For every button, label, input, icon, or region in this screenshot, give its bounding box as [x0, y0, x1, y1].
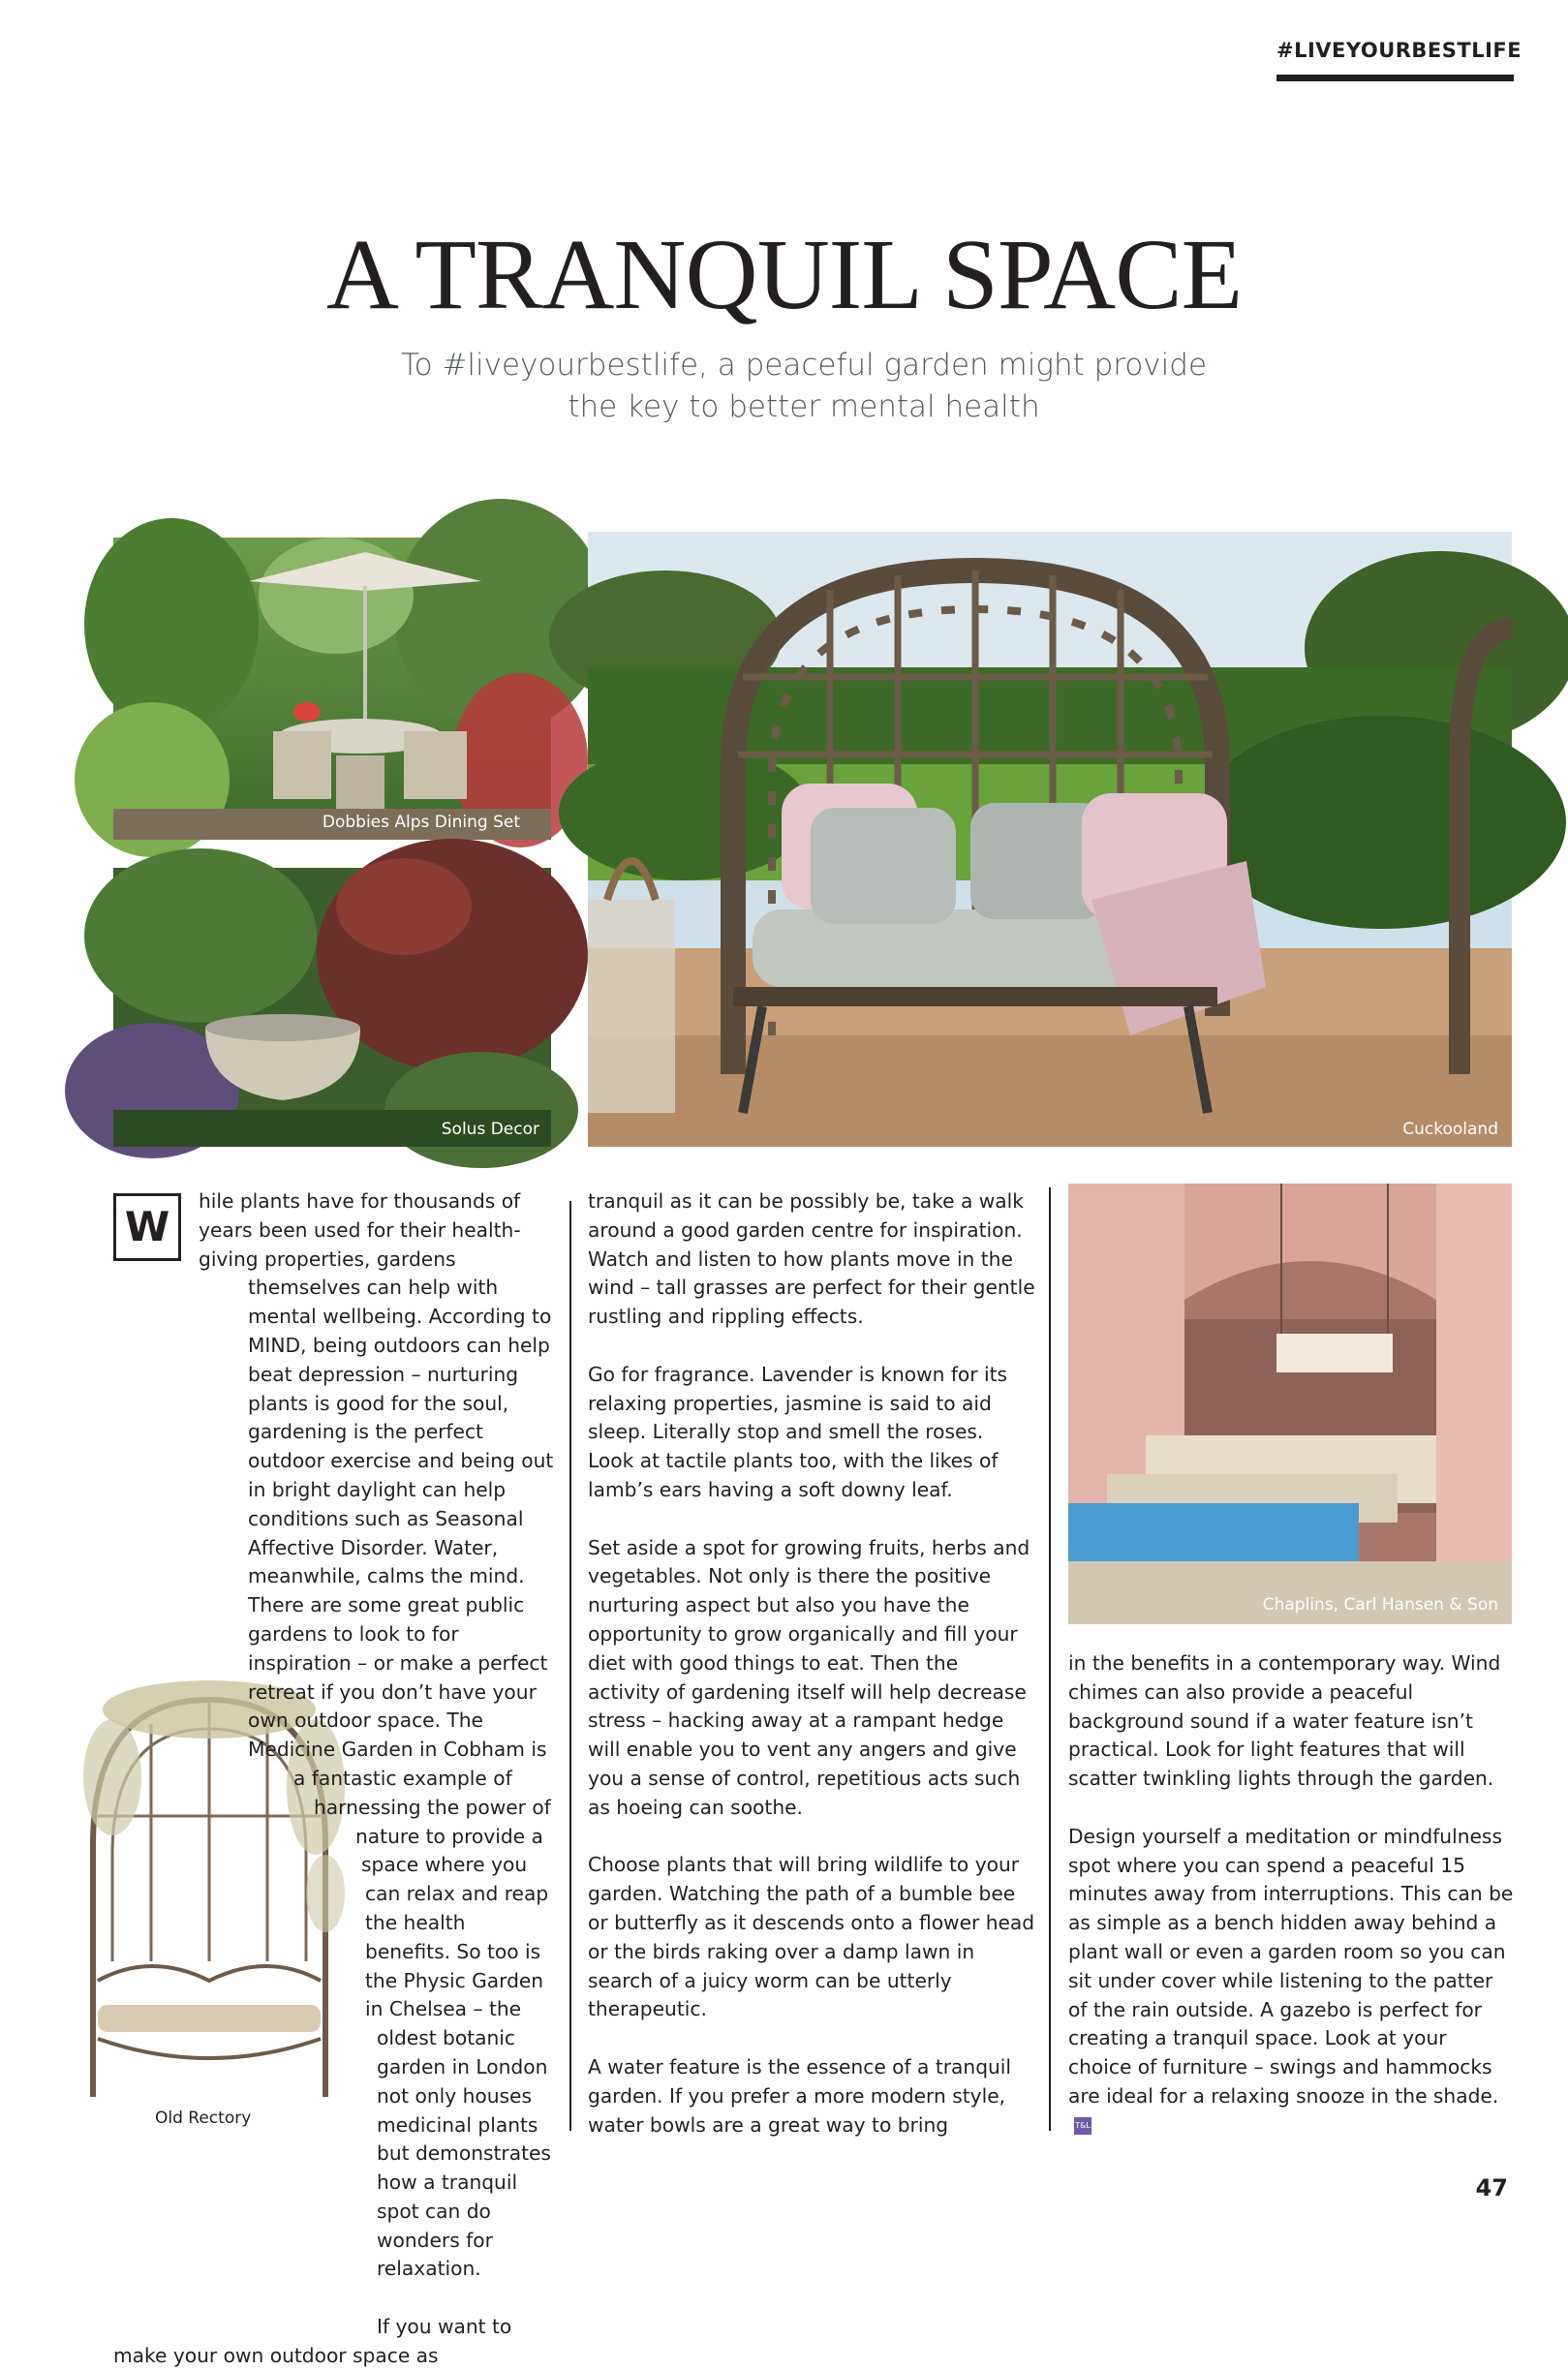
col1-paragraph-1: hile plants have for thousands of years been used for their health-giving properties, gardens themselves can help with mental wellbeing. According to MIND, being outdoors can help beat depression – nurturing plants is good for the soul, gardening is the perfect outdoor exercise and being out in bright daylight can help conditions such as Seasonal Affective Disorder. Water, meanwhile, calms the mind. There are some great public gardens to look to for inspiration – or make a perfect retreat if you don’t have your own outdoor space. The Medicine Garden in Cobham is a fantastic example of harnessing the power of nature to provide a space where you can relax and reap the health benefits. So too is the Physic Garden in Chelsea – the oldest botanic garden in London not only houses medicinal plants but demonstrates how a tranquil spot can do wonders for relaxation. — [199, 1189, 554, 2281]
solus-caption: Solus Decor — [441, 1120, 539, 1139]
page-number: 47 — [1475, 2174, 1508, 2202]
cocoon-seat-photo — [588, 532, 1512, 1147]
water-bowl-photo — [113, 868, 551, 1147]
chaplins-caption: Chaplins, Carl Hansen & Son — [1262, 1595, 1498, 1615]
article-title: A TRANQUIL SPACE — [325, 219, 1243, 330]
column-2 — [588, 1187, 1035, 2169]
dining-set-photo — [113, 538, 551, 840]
drop-cap: W — [113, 1193, 181, 1261]
col1-paragraph-2: If you want to make your own outdoor space as — [113, 2315, 512, 2367]
article-subtitle: To #liveyourbestlife, a peaceful garden might provide the key to better mental health — [400, 348, 1208, 424]
end-of-article-icon: T&L — [1074, 2117, 1091, 2135]
col2-paragraph-1: tranquil as it can be possibly be, take a walk around a good garden centre for inspiration. Watch and listen to how plants move in the wind – tall grasses are perfect for their gentle rustling and rippling effects. — [588, 1189, 1035, 1329]
col2-paragraph-2: Go for fragrance. Lavender is known for its relaxing properties, jasmine is said to aid sleep. Literally stop and smell the roses. Look at tactile plants too, with the likes of lamb’s ears having a soft downy leaf. — [588, 1362, 1008, 1501]
section-tag: #LIVEYOURBESTLIFE — [1276, 39, 1522, 62]
cuckooland-caption: Cuckooland — [1402, 1120, 1498, 1139]
pool-alcove-photo — [1068, 1184, 1512, 1624]
col3-paragraph-1: in the benefits in a contemporary way. Wind chimes can also provide a peaceful background sound if a water feature isn’t practical. Look for light features that will scatter twinkling lights through the garden. — [1068, 1651, 1501, 1791]
column-rule-2 — [1049, 1187, 1051, 2131]
section-tag-rule — [1276, 75, 1514, 81]
column-rule-1 — [569, 1201, 571, 2131]
col2-paragraph-4: Choose plants that will bring wildlife to your garden. Watching the path of a bumble bee or butterfly as it descends onto a flower head or the birds raking over a damp lawn in search of a juicy worm can be utterly therapeutic. — [588, 1853, 1035, 2021]
column-1 — [113, 1187, 556, 2371]
col2-paragraph-3: Set aside a spot for growing fruits, herbs and vegetables. Not only is there the positive nurturing aspect but also you have the opportunity to grow organically and fill your diet with good things to eat. Then the activity of gardening itself will help decrease stress – hacking away at a rampant hedge will enable you to vent any angers and give you a sense of control, repetitious acts such as hoeing can soothe. — [588, 1535, 1030, 1819]
column-3 — [1068, 1649, 1516, 2169]
col3-paragraph-2-text: Design yourself a meditation or mindfulness spot where you can spend a peaceful 15 minutes away from interruptions. This can be as simple as a bench hidden away behind a plant wall or even a garden room so you can sit under cover while listening to the patter of the rain outside. A gazebo is perfect for creating a tranquil space. Look at your choice of furniture – swings and hammocks are ideal for a relaxing snooze in the shade. — [1068, 1824, 1514, 2108]
col2-paragraph-5: A water feature is the essence of a tranquil garden. If you prefer a more modern style, water bowls are a great way to bring — [588, 2054, 1012, 2137]
dining-set-caption: Dobbies Alps Dining Set — [322, 813, 520, 832]
col3-paragraph-2 — [1068, 1823, 1516, 2140]
rectory-caption: Old Rectory — [155, 2109, 252, 2128]
